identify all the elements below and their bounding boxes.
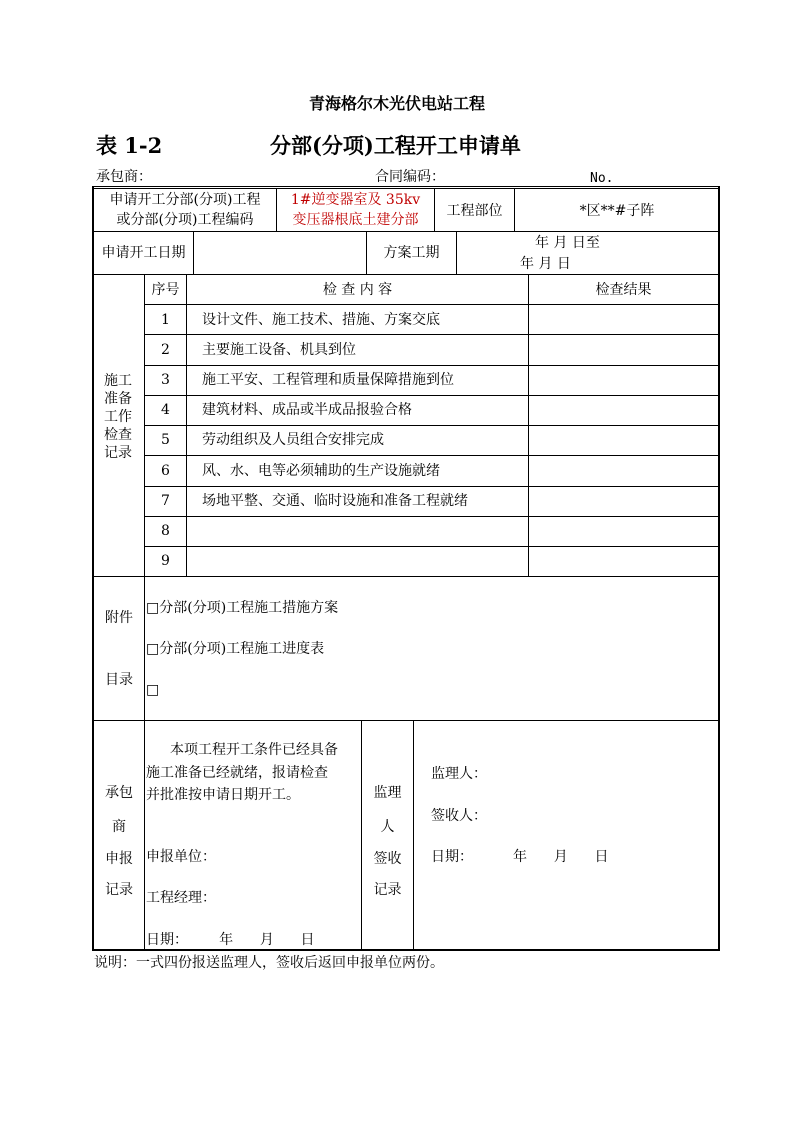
contractor-section-label-3: 申报 [105,851,133,867]
project-manager-label[interactable]: 工程经理： [146,890,216,906]
no-label: No. [590,171,614,186]
result-cell-4[interactable] [529,396,718,425]
apply-unit-label[interactable]: 申报单位： [146,849,216,865]
result-cell-3[interactable] [529,366,718,395]
plan-period-label: 方案工期 [383,245,440,261]
project-part-value[interactable]: *区**#子阵 [579,203,655,219]
contractor-label: 承包商： [96,169,152,185]
receiver-label[interactable]: 签收人： [431,808,487,824]
result-cell-9[interactable] [529,547,718,576]
plan-period-line2[interactable]: 年 月 日 [520,256,571,272]
supervisor-section-label-4: 记录 [373,882,402,898]
result-cell-8[interactable] [529,517,718,546]
attachment-item-1[interactable]: □分部(分项)工程施工措施方案 [146,600,339,616]
project-title: 青海格尔木光伏电站工程 [308,94,485,113]
contractor-date-label[interactable]: 日期： 年 月 日 [146,932,315,948]
apply-date-field[interactable] [194,232,366,274]
declaration-line1: 本项工程开工条件已经具备 [170,742,338,758]
apply-item-label-line2: 或分部(分项)工程编码 [116,212,254,228]
result-cell-7[interactable] [529,487,718,516]
form-title: 分部(分项)工程开工申请单 [270,133,521,158]
attachment-label-2: 目录 [105,672,133,688]
project-part-label: 工程部位 [446,203,503,219]
plan-period-line1[interactable]: 年 月 日至 [535,235,600,251]
result-cell-5[interactable] [529,426,718,455]
result-cell-6[interactable] [529,456,718,486]
supervisor-section-label-1: 监理 [373,785,402,801]
apply-item-label-line1: 申请开工分部(分项)工程 [109,192,261,208]
apply-item-value-line1[interactable]: 1#逆变器室及 35kv [290,192,421,208]
footer-note: 说明：一式四份报送监理人，签收后返回申报单位两份。 [94,955,444,971]
supervisor-label[interactable]: 监理人： [431,766,487,782]
attachment-item-2[interactable]: □分部(分项)工程施工进度表 [146,641,325,657]
table-number: 表 1-2 [96,133,163,158]
supervisor-section-label-3: 签收 [373,851,402,867]
supervisor-section-label-2: 人 [380,819,395,835]
result-cell-1[interactable] [529,305,718,334]
apply-date-label: 申请开工日期 [101,245,186,261]
seq-header: 序号 [151,282,180,298]
apply-item-value-line2[interactable]: 变压器根底土建分部 [292,212,419,228]
result-header: 检查结果 [595,282,652,298]
contractor-section-label-2: 商 [112,819,126,835]
supervisor-date-label[interactable]: 日期： 年 月 日 [431,849,609,865]
content-header: 检 查 内 容 [322,282,393,298]
contract-code-label: 合同编码： [375,169,445,185]
attachment-item-3[interactable]: □ [146,682,160,698]
attachment-label-1: 附件 [105,610,133,626]
contractor-section-label-1: 承包 [105,785,133,801]
declaration-line3: 并批准按申请日期开工。 [146,787,300,803]
result-cell-2[interactable] [529,335,718,365]
declaration-line2: 施工准备已经就绪，报请检查 [146,765,328,781]
contractor-section-label-4: 记录 [105,882,133,898]
check-section-label: 施工 准备 工作 检查 记录 [104,373,132,461]
